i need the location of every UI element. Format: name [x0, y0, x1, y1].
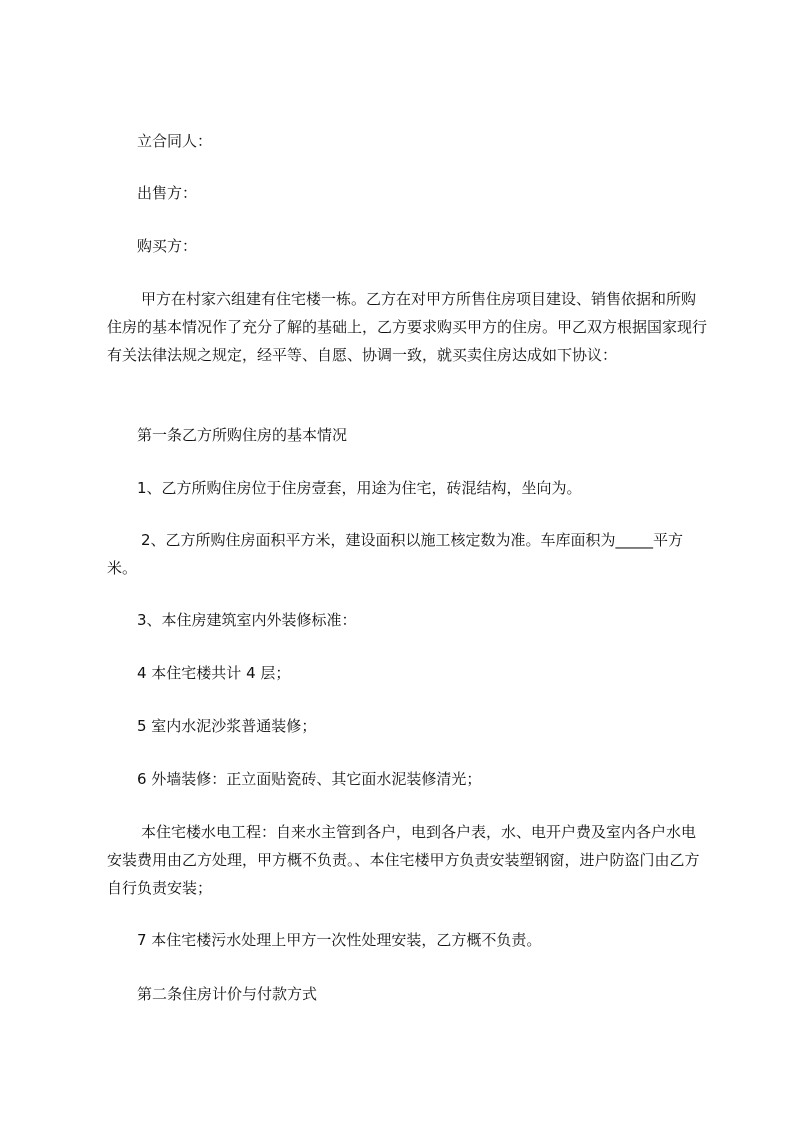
buyer-label: 购买方：	[137, 237, 198, 255]
clause-1: 1、乙方所购住房位于住房壹套，用途为住宅，砖混结构，坐向为。	[137, 479, 582, 497]
clause-7: 7 本住宅楼污水处理上甲方一次性处理安装，乙方概不负责。	[137, 931, 542, 949]
contract-party-heading: 立合同人：	[137, 132, 213, 150]
clause-2: 2、乙方所购住房面积平方米，建设面积以施工核定数为准。车库面积为_____平方米。	[107, 531, 684, 577]
clause-6: 6 外墙装修：正立面贴瓷砖、其它面水泥装修清光；	[137, 770, 482, 788]
seller-label: 出售方：	[137, 184, 198, 202]
clause-3: 3、本住房建筑室内外装修标准：	[137, 611, 357, 629]
clause-5: 5 室内水泥沙浆普通装修；	[137, 717, 317, 735]
clause-4: 4 本住宅楼共计 4 层；	[137, 664, 291, 682]
article-two-heading: 第二条住房计价与付款方式	[137, 985, 318, 1003]
article-one-heading: 第一条乙方所购住房的基本情况	[137, 426, 348, 444]
preamble-paragraph: 甲方在村家六组建有住宅楼一栋。乙方在对甲方所售住房项目建设、销售依据和所购住房的基本情况作了充分了解的基础上，乙方要求购买甲方的住房。甲乙双方根据国家现行有关法律法规之规定，经平等、自愿、协调一致，就买卖住房达成如下协议：	[107, 290, 708, 364]
utilities-paragraph: 本住宅楼水电工程：自来水主管到各户，电到各户表，水、电开户费及室内各户水电安装费用由乙方处理，甲方概不负责。、本住宅楼甲方负责安装塑钢窗，进户防盗门由乙方自行负责安装；	[107, 823, 700, 897]
